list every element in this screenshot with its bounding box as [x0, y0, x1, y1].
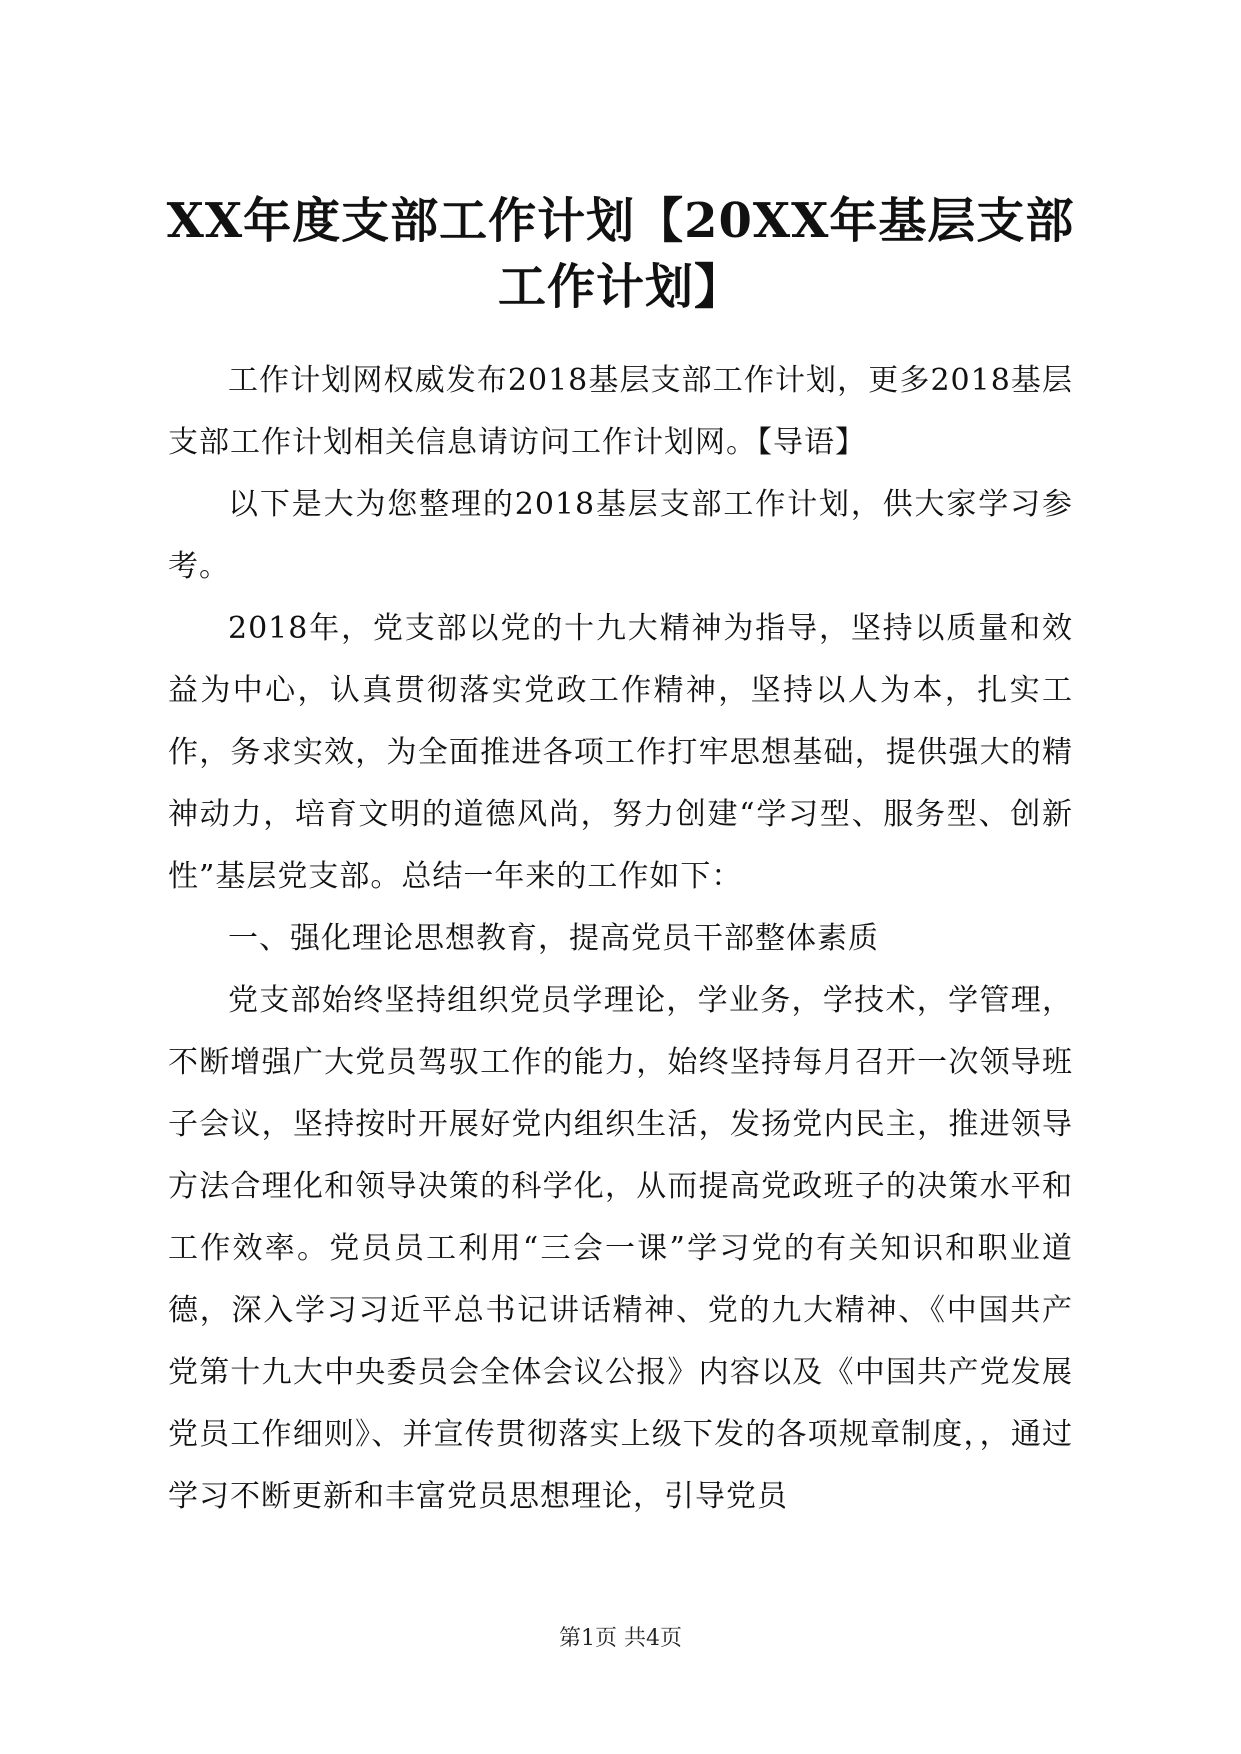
- paragraph-intro: 工作计划网权威发布2018基层支部工作计划，更多2018基层支部工作计划相关信息请访问工作计划网。【导语】: [168, 363, 1073, 460]
- page-number-footer: 第1页 共4页: [559, 1626, 682, 1651]
- document-title: XX年度支部工作计划【20XX年基层支部工作计划】: [166, 193, 1075, 315]
- paragraph-summary: 2018年，党支部以党的十九大精神为指导，坚持以质量和效益为中心，认真贯彻落实党政工作精神，坚持以人为本，扎实工作，务求实效，为全面推进各项工作打牢思想基础，提供强大的精神动力，培育文明的道德风尚，努力创建“学习型、服务型、创新性”基层党支部。总结一年来的工作如下：: [168, 611, 1073, 894]
- paragraph-section-1: 党支部始终坚持组织党员学理论，学业务，学技术，学管理，不断增强广大党员驾驭工作的能力，始终坚持每月召开一次领导班子会议，坚持按时开展好党内组织生活，发扬党内民主，推进领导方法合理化和领导决策的科学化，从而提高党政班子的决策水平和工作效率。党员员工利用“三会一课”学习党的有关知识和职业道德，深入学习习近平总书记讲话精神、党的九大精神、《中国共产党第十九大中央委员会全体会议公报》内容以及《中国共产党发展党员工作细则》、并宣传贯彻落实上级下发的各项规章制度，，通过学习不断更新和丰富党员思想理论，引导党员: [168, 983, 1073, 1514]
- section-heading-1: 一、强化理论思想教育，提高党员干部整体素质: [228, 921, 879, 956]
- paragraph-preface: 以下是大为您整理的2018基层支部工作计划，供大家学习参考。: [168, 487, 1073, 584]
- document-body: [168, 350, 1073, 1528]
